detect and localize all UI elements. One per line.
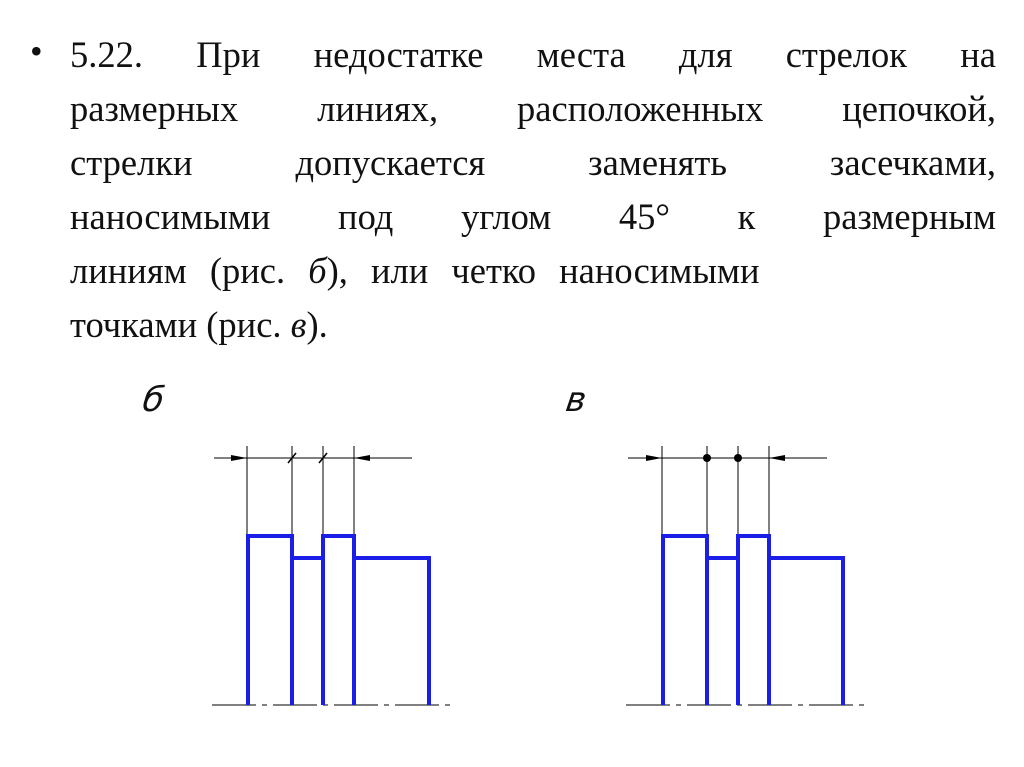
word: 45° [618, 196, 670, 237]
figure-ref-b: б [308, 250, 327, 291]
contour-segment [738, 536, 769, 705]
word: 5.22. [70, 34, 143, 75]
word: линиях, [317, 88, 439, 129]
contour-segment [769, 558, 843, 705]
word: места [536, 34, 626, 75]
word: к [737, 196, 756, 237]
figure-v-contour [663, 536, 843, 705]
word: для [678, 34, 733, 75]
word: размерным [822, 196, 996, 237]
word: стрелок [785, 34, 907, 75]
word: цепочкой, [842, 88, 996, 129]
arrow-head [646, 455, 662, 461]
word: заменять [588, 142, 727, 183]
word: допускается [295, 142, 486, 183]
figure-label-v: в [563, 380, 589, 420]
contour-segment [323, 536, 354, 705]
figure-b-contour [248, 536, 429, 705]
contour-segment [354, 558, 429, 705]
dot-mark [703, 454, 711, 462]
arrow-head [231, 455, 247, 461]
contour-segment [663, 536, 707, 705]
word: под [338, 196, 394, 237]
word: наносимыми [70, 196, 271, 237]
figure-ref-v: в [290, 304, 307, 345]
word: на [960, 34, 996, 75]
arrow-head [769, 455, 785, 461]
word: недостатке [313, 34, 484, 75]
word: стрелки [70, 142, 193, 183]
arrow-head [354, 455, 370, 461]
text-run: линиям (рис. [70, 250, 309, 291]
text-run: ), или четко наносимыми [326, 250, 760, 291]
word: размерных [70, 88, 239, 129]
word: углом [460, 196, 552, 237]
word: При [196, 34, 261, 75]
word: засечками, [829, 142, 996, 183]
word: расположенных [517, 88, 764, 129]
dot-mark [734, 454, 742, 462]
contour-segment [248, 536, 292, 705]
figure-label-b: б [140, 380, 167, 420]
bullet-point: • [30, 31, 43, 71]
text-run: ). [306, 304, 328, 345]
text-run: точками (рис. [70, 304, 291, 345]
